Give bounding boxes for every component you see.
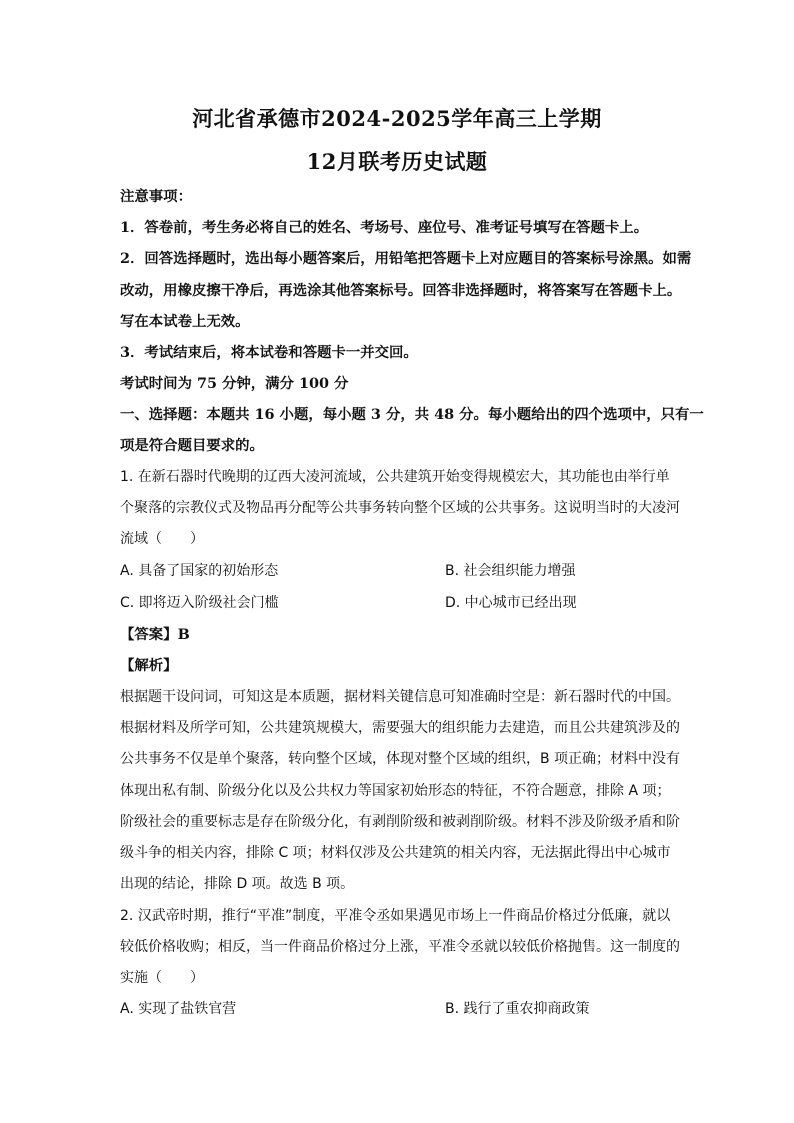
q1-option-a: A. 具备了国家的初始形态 — [120, 563, 279, 579]
q2-stem-line3: 实施（ ） — [120, 970, 204, 986]
exam-title-line1: 河北省承德市2024-2025学年高三上学期 — [192, 106, 602, 131]
notice-item-2-line2: 改动，用橡皮擦干净后，再选涂其他答案标号。回答非选择题时，将答案写在答题卡上。 — [120, 282, 682, 299]
q2-stem-line1: 2. 汉武帝时期，推行“平准”制度，平准令丞如果遇见市场上一件商品价格过分低廉，就以 — [120, 908, 671, 924]
q2-option-b: B. 践行了重农抑商政策 — [445, 1001, 590, 1017]
q1-stem-line3: 流域（ ） — [120, 531, 204, 547]
section-heading-line1: 一、选择题：本题共 16 小题，每小题 3 分，共 48 分。每小题给出的四个选项中，只有一 — [120, 406, 704, 423]
exam-title-line2: 12月联考历史试题 — [306, 149, 488, 174]
q1-stem-line2: 个聚落的宗教仪式及物品再分配等公共事务转向整个区域的公共事务。这说明当时的大凌河 — [120, 500, 680, 516]
notice-item-2-line3: 写在本试卷上无效。 — [120, 313, 250, 330]
notice-item-2-line1: 2．回答选择题时，选出每小题答案后，用铅笔把答题卡上对应题目的答案标号涂黑。如需 — [120, 250, 692, 267]
q2-stem-line2: 较低价格收购；相反，当一件商品价格过分上涨，平准令丞就以较低价格抛售。这一制度的 — [120, 939, 680, 955]
section-heading-line2: 项是符合题目要求的。 — [120, 437, 264, 454]
notice-item-1: 1．答卷前，考生务必将自己的姓名、考场号、座位号、准考证号填写在答题卡上。 — [120, 219, 649, 236]
q1-answer: 【答案】B — [120, 626, 190, 643]
q1-stem-line1: 1. 在新石器时代晚期的辽西大凌河流域，公共建筑开始变得规模宏大，其功能也由举行单 — [120, 469, 670, 485]
q1-analysis-line3: 公共事务不仅是单个聚落，转向整个区域，体现对整个区域的组织，B 项正确；材料中没有 — [120, 751, 681, 767]
q1-analysis-line7: 出现的结论，排除 D 项。故选 B 项。 — [120, 876, 355, 892]
q1-analysis-line2: 根据材料及所学可知，公共建筑规模大，需要强大的组织能力去建造，而且公共建筑涉及的 — [120, 720, 680, 736]
q1-option-d: D. 中心城市已经出现 — [445, 595, 577, 611]
q1-analysis-line4: 体现出私有制、阶级分化以及公共权力等国家初始形态的特征，不符合题意，排除 A 项； — [120, 783, 671, 799]
notice-heading: 注意事项： — [120, 188, 192, 205]
q1-analysis-line5: 阶级社会的重要标志是存在阶级分化，有剥削阶级和被剥削阶级。材料不涉及阶级矛盾和阶 — [120, 814, 680, 830]
q1-analysis-heading: 【解析】 — [120, 657, 178, 674]
q1-option-c: C. 即将迈入阶级社会门槛 — [120, 595, 279, 611]
q1-option-b: B. 社会组织能力增强 — [445, 563, 576, 579]
q1-analysis-line1: 根据题干设问词，可知这是本质题，据材料关键信息可知准确时空是：新石器时代的中国。 — [120, 689, 680, 705]
notice-item-3: 3．考试结束后，将本试卷和答题卡一并交回。 — [120, 344, 418, 361]
exam-time-info: 考试时间为 75 分钟，满分 100 分 — [120, 375, 349, 392]
q1-analysis-line6: 级斗争的相关内容，排除 C 项；材料仅涉及公共建筑的相关内容，无法据此得出中心城市 — [120, 845, 671, 861]
q2-option-a: A. 实现了盐铁官营 — [120, 1001, 237, 1017]
